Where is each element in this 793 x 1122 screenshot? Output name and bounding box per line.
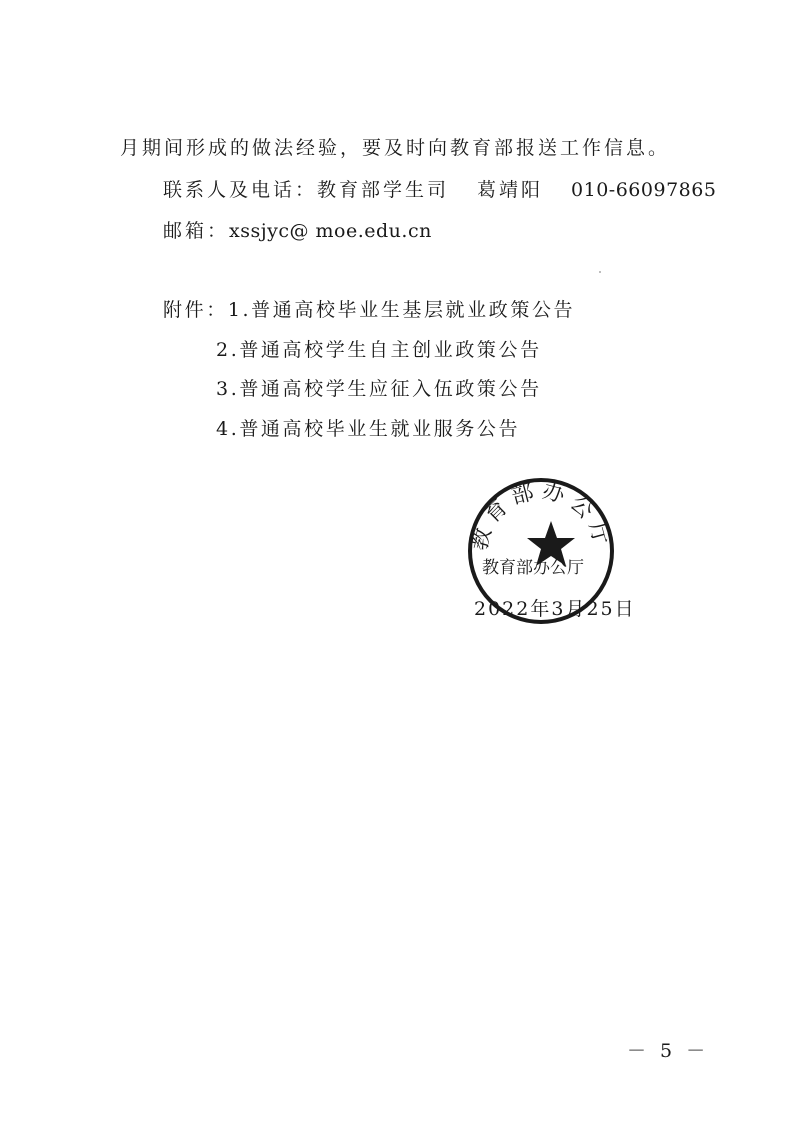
scan-speck	[599, 271, 601, 273]
attachment-item: 3.普通高校学生应征入伍政策公告	[216, 378, 542, 400]
contact-line	[163, 178, 716, 202]
attachment-item: 4.普通高校毕业生就业服务公告	[216, 418, 521, 440]
attachment-item: 2.普通高校学生自主创业政策公告	[216, 339, 542, 361]
seal-text: 教育部办公厅	[467, 478, 615, 554]
page-number: － 5 －	[627, 1040, 710, 1062]
email-line	[163, 219, 432, 243]
issuer-name: 教育部办公厅	[482, 558, 584, 578]
contact-phone: 010-66097865	[571, 179, 717, 201]
issue-date: 2022年3月25日	[474, 598, 636, 620]
closing-paragraph-line: 月期间形成的做法经验，要及时向教育部报送工作信息。	[120, 137, 671, 159]
email-address: xssjyc@ moe.edu.cn	[229, 220, 432, 242]
contact-name: 葛靖阳	[477, 179, 544, 201]
attachments-label: 附件：	[163, 299, 228, 321]
attachment-item: 1.普通高校毕业生基层就业政策公告	[227, 299, 576, 321]
contact-label: 联系人及电话：教育部学生司	[163, 179, 450, 201]
email-label: 邮箱：	[163, 220, 230, 242]
attachments-line-1	[163, 298, 575, 322]
